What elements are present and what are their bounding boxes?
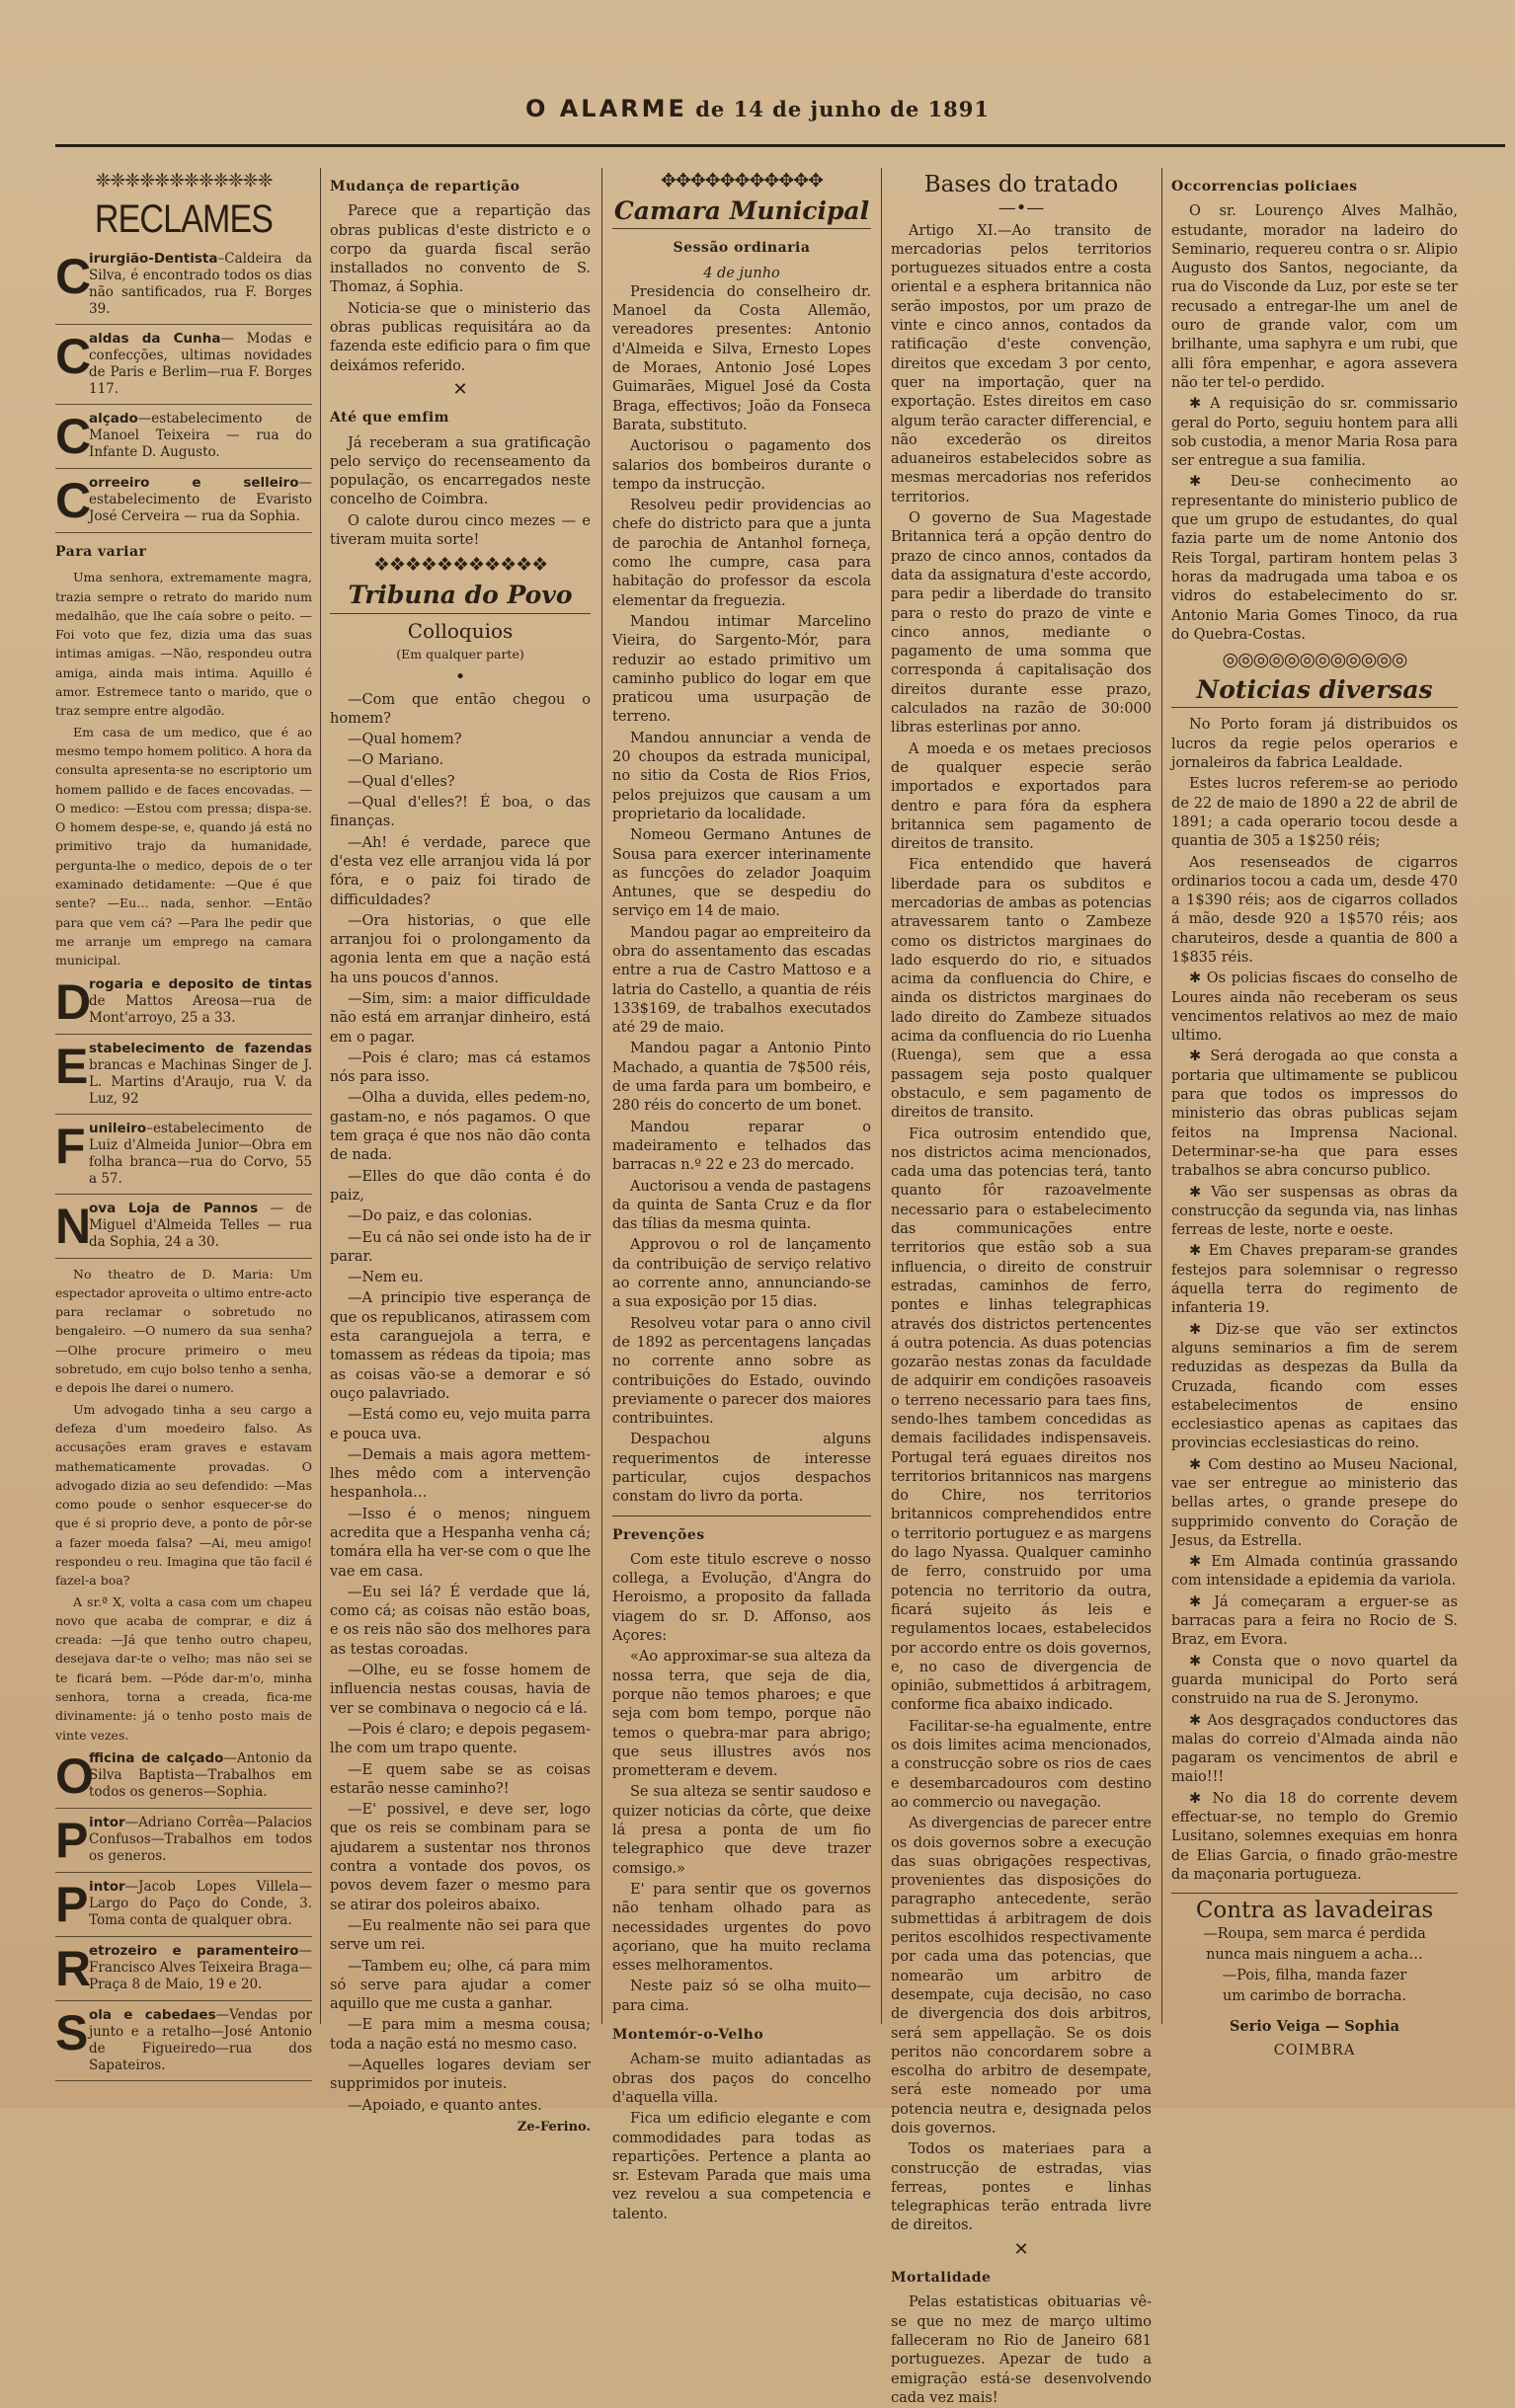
news-item: Estes lucros referem-se ao periodo de 22 de maio de 1890 a 22 de abril de 1891; a cada operario tocou desde a quantia de 305 a 1$250 réis; <box>1171 776 1458 850</box>
reclame-ad <box>55 475 312 533</box>
section-heading: Prevenções <box>612 1526 705 1543</box>
reclame-ad <box>55 973 312 1035</box>
drop-cap: P <box>55 1876 89 1932</box>
ad-line: —Pois, filha, manda fazer <box>1222 1968 1407 1984</box>
ad-name: intor <box>89 1878 125 1895</box>
drop-cap: S <box>55 2004 89 2060</box>
ad-name: intor <box>89 1814 125 1830</box>
news-item: ✱ Os policias fiscaes do conselho de Loures ainda não receberam os seus vencimentos relativos ao mez de maio ultimo. <box>1171 971 1458 1045</box>
paragraph: Mandou annunciar a venda de 20 choupos da estrada municipal, no sitio da Costa de Rios Frios, pelos prejuizos que causam a um proprietario da localidade. <box>612 730 871 822</box>
ad-text <box>89 1943 312 1993</box>
ad-detail: –estabelecimento de Luiz d'Almeida Junior—Obra em folha branca—rua do Corvo, 55 a 57. <box>89 1120 312 1187</box>
news-item: ✱ Consta que o novo quartel da guarda municipal do Porto será construido na rua de S. Jeronymo. <box>1171 1653 1458 1708</box>
reclame-ad <box>55 1750 312 1809</box>
paragraph: O governo de Sua Magestade Britannica terá a opção dentro do prazo de cinco annos, contados da data da assignatura d'este accordo, para pedir a liberdade do transito para o resto do prazo de vinte e cinco annos, mediante o pagamento de uma somma que corresponda á capitalisação dos direitos durante esse prazo, calculados na razão de 30:000 libras esterlinas por anno. <box>891 510 1152 737</box>
paragraph: ✱ A requisição do sr. commissario geral do Porto, seguiu hontem para alli sob custodia, a menor Maria Rosa para ser entregue a sua familia. <box>1171 396 1458 470</box>
column-four <box>891 168 1152 2406</box>
drop-cap: F <box>55 1118 86 1174</box>
ad-name: alçado <box>89 411 138 427</box>
column-reclames <box>55 168 313 2073</box>
dialog-line: —Elles do que dão conta é do paiz, <box>330 1168 591 1204</box>
ad-text <box>89 1201 312 1251</box>
section-heading: Occorrencias policiaes <box>1171 179 1358 194</box>
dialog-line: —Olha a duvida, elles pedem-no, gastam-no, e nós pagamos. O que tem graça é que nos não dão conta de nada. <box>330 1090 591 1164</box>
ornament: ❈❈❈❈❈❈❈❈❈❈❈❈ <box>95 170 273 192</box>
paragraph: Approvou o rol de lançamento da contribuição de serviço relativo ao corrente anno, annunciando-se a sua exposição por 15 dias. <box>612 1237 871 1311</box>
divider <box>612 228 871 229</box>
ad-name: aldas da Cunha <box>89 331 221 347</box>
section-heading: Mortalidade <box>891 2270 992 2287</box>
section-heading: Mudança de repartição <box>330 179 520 194</box>
paragraph: Facilitar-se-ha egualmente, entre os dois limites acima mencionados, a construcção sobre os rios de caes e desembarcadouros com destino ao commercio ou navegação. <box>891 1718 1152 1811</box>
dialog-line: —Tambem eu; olhe, cá para mim só serve para ajudar a comer aquillo que me custa a ganhar. <box>330 1958 591 2013</box>
dialog-line: —Qual homem? <box>348 732 462 748</box>
separator-cross: ✕ <box>1013 2238 1029 2260</box>
ad-detail: –Caldeira da Silva, é encontrado todos os dias não santificados, rua F. Borges 39. <box>89 251 312 317</box>
dialog-line: —Demais a mais agora mettem-lhes mêdo com a intervenção hespanhola… <box>330 1446 591 1502</box>
column-five <box>1171 168 1458 2059</box>
dialog-line: —E para mim a mesma cousa; toda a nação está no mesmo caso. <box>330 2017 591 2053</box>
paragraph: Parece que a repartição das obras publicas d'este districto e o corpo da guarda fiscal serão installados no convento de S. Thomaz, á Sophia. <box>330 203 591 296</box>
paragraph: Auctorisou a venda de pastagens da quinta de Santa Cruz e da flor das tílias da mesma quinta. <box>612 1178 871 1233</box>
ad-detail: — estabelecimento de Evaristo José Cerveira — rua da Sophia. <box>89 475 312 524</box>
ad-line: um carimbo de borracha. <box>1222 1988 1407 2005</box>
divider <box>1171 1893 1458 1894</box>
dialog-line: —Qual d'elles?! É boa, o das finanças. <box>330 795 591 830</box>
dialog-line: —Qual d'elles? <box>348 773 455 790</box>
ad-text <box>89 475 312 525</box>
divider <box>1171 707 1458 708</box>
column-divider <box>881 168 882 2024</box>
drop-cap: N <box>55 1198 92 1254</box>
session-date: 4 de junho <box>703 265 780 281</box>
column-three <box>612 168 871 2222</box>
news-item: ✱ Aos desgraçados conductores das malas do correio d'Almada ainda não pagaram os vencimentos de abril e maio!!! <box>1171 1712 1458 1786</box>
paragraph: Neste paiz só se olha muito—para cima. <box>612 1979 871 2014</box>
news-item: ✱ Já começaram a erguer-se as barracas para a feira no Rocio de S. Braz, em Evora. <box>1171 1593 1458 1649</box>
anecdote: Em casa de um medico, que é ao mesmo tempo homem politico. A hora da consulta apresenta-se no escriptorio um homem pallido e de faces encovadas. —O medico: —Estou com pressa; dispa-se. O homem despe-se, e, quando já está no primitivo trajo da humanidade, pergunta-lhe o medico, depois de o ter examinado detidamente: —Que é que sente? —Eu… nada, senhor. —Então para que vem cá? —Para lhe pedir que me arranje um emprego na camara municipal. <box>55 724 312 969</box>
reclame-ad <box>55 411 312 469</box>
ad-text <box>89 1750 312 1801</box>
paragraph: ✱ Deu-se conhecimento ao representante do ministerio publico de que um grupo de estudantes, do qual fazia parte um de nome Antonio dos Reis Torgal, partiram hontem pelas 3 horas da madrugada uma taboa e os vidros do estabelecimento do sr. Antonio Maria Gomes Tinoco, da rua do Quebra-Costas. <box>1171 474 1458 643</box>
anecdote: A sr.ª X, volta a casa com um chapeu novo que acaba de comprar, e diz á creada: —Já que tenho outro chapeu, desejava dar-te o velho; mas não sei se te ficará bem. —Póde dar-m'o, minha senhora, torna a creada, fica-me divinamente: já o tenho posto mais de vinte vezes. <box>55 1593 312 1743</box>
anecdote: Uma senhora, extremamente magra, trazia sempre o retrato do marido num medalhão, que lhe caía sobre o peito. —Foi voto que fez, dizia uma das suas intimas amigas. —Não, respondeu outra amiga, ainda mais intima. Aquillo é amor. Estremece tanto o marido, que o traz sempre entre algodão. <box>55 570 312 719</box>
ad-detail: —Antonio da Silva Baptista—Trabalhos em todos os generos—Sophia. <box>89 1749 312 1800</box>
paragraph: Resolveu pedir providencias ao chefe do districto para que a junta de parochia de Antanhol forneça, como lhe cumpre, casa para habitação do professor da escola elementar da freguezia. <box>612 498 871 609</box>
reclame-ad <box>55 1876 312 1937</box>
reclame-ad <box>55 251 312 325</box>
dialog-line: —Pois é claro; mas cá estamos nós para isso. <box>330 1049 591 1086</box>
ad-text <box>89 251 312 318</box>
ad-detail: —Vendas por junto e a retalho—José Antonio de Figueiredo—rua dos Sapateiros. <box>89 2006 313 2073</box>
reclame-ad <box>55 1118 312 1195</box>
ornament: ◎◎◎◎◎◎◎◎◎◎◎◎ <box>1222 649 1407 671</box>
news-item: ✱ Será derogada ao que consta a portaria que ultimamente se publicou para que todos os impressos do ministerio das obras publicas sejam feitos na Imprensa Nacional. Determinar-se-ha que para esses trabalhos se abra concurso publico. <box>1171 1049 1458 1180</box>
paragraph: Auctorisou o pagamento dos salarios dos bombeiros durante o tempo da instrucção. <box>612 438 871 493</box>
paragraph: Fica outrosim entendido que, nos districtos acima mencionados, cada uma das potencias terá, tanto quanto fôr razoavelmente necessario para o estabelecimento das communicações entre territorios que estão sob a sua influencia, o direito de construir estradas, caminhos de ferro, pontes e linhas telegraphicas através dos districtos pertencentes á outra potencia. As duas potencias gozarão nestas zonas da faculdade de adquirir em condições rasoaveis o terreno necessario para taes fins, sendo-lhes tambem concedidas as demais facilidades indispensaveis. Portugal terá eguaes direitos nos territorios britannicos nas margens do Chire, nos territorios britannicos comprehendidos entre o territorio portuguez e as margens do lago Nyassa. Qualquer caminho de ferro, construido por uma potencia no territorio da outra, ficará sujeito ás leis e regulamentos locaes, estabelecidos por accordo entre os dois governos, e, no caso de divergencia de opinião, submettidos á arbitragem, conforme fica abaixo indicado. <box>891 1126 1152 1714</box>
ad-text <box>89 411 312 461</box>
ad-name: rogaria e deposito de tintas <box>89 975 312 992</box>
news-item: ✱ Em Chaves preparam-se grandes festejos para solemnisar o regresso áquella terra do regimento de infanteria 19. <box>1171 1243 1458 1317</box>
reclame-ad <box>55 1198 312 1259</box>
section-title: Bases do tratado <box>923 172 1119 197</box>
drop-cap: O <box>55 1748 94 1804</box>
dialog-line: —Eu realmente não sei para que serve um rei. <box>330 1917 591 1954</box>
paragraph: Pelas estatisticas obituarias vê-se que no mez de março ultimo falleceram no Rio de Janeiro 681 portuguezes. Apezar de tudo a emigração está-se desenvolvendo cada vez mais! <box>891 2294 1152 2406</box>
paragraph: E' para sentir que os governos não tenham olhado para as necessidades urgentes do povo açoriano, que ha muito reclama esses melhoramentos. <box>612 1881 871 1975</box>
separator-dot: • <box>454 666 466 688</box>
ad-detail: brancas e Machinas Singer de J. L. Martins d'Araujo, rua V. da Luz, 92 <box>89 1056 312 1107</box>
ad-name: fficina de calçado <box>89 1749 224 1766</box>
section-heading: Até que emfim <box>330 410 449 427</box>
subtitle-note: (Em qualquer parte) <box>396 646 524 661</box>
ad-text <box>89 1121 312 1188</box>
anecdote: Um advogado tinha a seu cargo a defeza d'um moedeiro falso. As accusações eram graves e estavam mathematicamente provadas. O advogado dizia ao seu defendido: —Mas como poude o senhor esquecer-se do que é si proprio deve, a ponto de pôr-se a fazer moeda falsa? —Ai, meu amigo! respondeu o reu. Imagina que tão facil é fazel-a boa? <box>55 1401 312 1589</box>
dialog-line: —Com que então chegou o homem? <box>330 691 591 727</box>
paragraph: Artigo XI.—Ao transito de mercadorias pelos territorios portuguezes situados entre a costa oriental e a esphera britannica não serão impostos, por um prazo de vinte e cinco annos, contados da ratificação d'este convenção, direitos que excedam 3 por cento, quer na importação, quer na exportação. Estes direitos em caso algum terão caracter differencial, e não excederão os direitos aduaneiros estabelecidos sobre as mesmas mercadorias nos referidos territorios. <box>891 222 1152 505</box>
section-heading: Para variar <box>55 544 147 560</box>
ad-text <box>89 976 312 1027</box>
dialog-line: —Ah! é verdade, parece que d'esta vez elle arranjou vida lá por fóra, e o paiz foi tirado de difficuldades? <box>330 834 591 908</box>
section-title: Camara Municipal <box>613 196 870 225</box>
reclame-ad <box>55 2004 313 2081</box>
paragraph: O calote durou cinco mezes — e tiveram muita sorte! <box>330 512 591 549</box>
drop-cap: C <box>55 473 92 528</box>
section-heading: Montemór-o-Velho <box>612 2027 764 2044</box>
ad-text <box>89 1815 312 1865</box>
ad-name: orreeiro e selleiro <box>89 475 299 491</box>
paragraph: Mandou reparar o madeiramento e telhados das barracas n.º 22 e 23 do mercado. <box>612 1119 871 1174</box>
reclame-ad <box>55 1940 312 2001</box>
paragraph: Mandou pagar a Antonio Pinto Machado, a quantia de 7$500 réis, de uma farda para um bombeiro, e 280 réis do concerto de um bonet. <box>612 1041 871 1115</box>
news-item: ✱ Com destino ao Museu Nacional, vae ser entregue ao ministerio das bellas artes, o grande presepe do supprimido convento do Coração de Jesus, da Estrella. <box>1171 1456 1458 1549</box>
dialog-line: —Do paiz, e das colonias. <box>348 1208 532 1225</box>
paragraph: Presidencia do conselheiro dr. Manoel da Costa Allemão, vereadores presentes: Antonio d'Almeida e Silva, Ernesto Lopes de Moraes, Antonio José Lopes Guimarães, Miguel José da Costa Braga, effectivos; João da Fonseca Barata, substituto. <box>612 283 871 433</box>
paragraph: «Ao approximar-se sua alteza da nossa terra, que seja de dia, porque não temos pharoes; e que seja com bom tempo, porque não temos o quebra-mar para abrigo; que seus illustres avós nos prometteram e devem. <box>612 1649 871 1780</box>
ad-title: Contra as lavadeiras <box>1195 1898 1434 1924</box>
ad-detail: —Jacob Lopes Villela—Largo do Paço do Conde, 3. Toma conta de qualquer obra. <box>89 1878 312 1928</box>
dialog-line: —Ora historias, o que elle arranjou foi o prolongamento da agonia lenta em que a nação está ha uns poucos d'annos. <box>330 912 591 986</box>
paragraph: Despachou alguns requerimentos de interesse particular, cujos despachos constam do livro da porta. <box>612 1432 871 1506</box>
drop-cap: D <box>55 973 92 1030</box>
paragraph: Fica entendido que haverá liberdade para os subditos e mercadorias de ambas as potencias atravessarem tanto o Zambeze como os districtos marginaes do lado esquerdo do rio, e situados acima da confluencia do Chire, e ainda os districtos marginaes do lado direito do Zambeze situados acima da confluencia do rio Luenha (Ruenga), sem que a essa passagem seja posto qualquer obstaculo, e sem pagamento de direitos de transito. <box>891 857 1152 1122</box>
ad-text <box>89 331 312 398</box>
news-item: Aos resenseados de cigarros ordinarios tocou a cada um, desde 470 a 1$390 réis; aos de cigarros collados á mão, desde 920 a 1$570 réis; aos charuteiros, desde a quantia de 800 a 1$835 réis. <box>1171 854 1458 966</box>
news-item: ✱ Vão ser suspensas as obras da construcção da segunda via, nas linhas ferreas de leste, norte e oeste. <box>1171 1184 1458 1239</box>
news-item: ✱ Diz-se que vão ser extinctos alguns seminarios a fim de serem reduzidas as despezas da Bulla da Cruzada, ficando com esses estabelecimentos de ensino ecclesiastico apenas as capitaes das provincias ecclesiasticas do reino. <box>1171 1321 1458 1452</box>
ad-text <box>89 1879 312 1929</box>
paragraph: Nomeou Germano Antunes de Sousa para exercer interinamente as funcções do zelador Joaquim Antunes, que se despediu do serviço em 14 de maio. <box>612 827 871 920</box>
ad-text <box>89 1041 312 1108</box>
ad-signature: Serio Veiga — Sophia <box>1229 2017 1400 2035</box>
divider <box>612 1515 871 1516</box>
ad-name: ola e cabedaes <box>89 2006 216 2023</box>
column-two <box>330 168 591 2135</box>
separator-cross: ✕ <box>452 378 468 400</box>
masthead <box>0 95 1515 122</box>
ad-detail: de Mattos Areosa—rua de Mont'arroyo, 25 a 33. <box>89 992 312 1026</box>
ad-text <box>89 2007 312 2074</box>
paragraph: Noticia-se que o ministerio das obras publicas requisitára ao da fazenda este edificio para o fim que deixámos referido. <box>330 300 591 374</box>
dialog-line: —A principio tive esperança de que os republicanos, atirassem com esta caranguejola a terra, e tomassem as rédeas da tipoia; mas as coisas vão-se a demorar e só ouço palavriado. <box>330 1290 591 1402</box>
ad-name: unileiro <box>89 1120 147 1136</box>
ad-line: —Roupa, sem marca é perdida <box>1203 1925 1426 1942</box>
subtitle: Colloquios <box>407 618 514 643</box>
dialog-line: —O Mariano. <box>348 752 444 769</box>
reclame-ad <box>55 1812 312 1873</box>
reclame-ad <box>55 1038 312 1115</box>
dialog-line: —Olhe, eu se fosse homem de influencia nestas cousas, havia de ver se combinava o negocio cá e lá. <box>330 1663 591 1717</box>
paragraph: Acham-se muito adiantadas as obras dos paços do concelho d'aquella villa. <box>612 2052 871 2106</box>
drop-cap: C <box>55 409 92 464</box>
issue-date: de 14 de junho de 1891 <box>695 97 991 121</box>
ad-name: ova Loja de Pannos <box>89 1200 259 1216</box>
paragraph: Todos os materiaes para a construcção de estradas, vias ferreas, pontes e linhas telegraphicas terão entrada livre de direitos. <box>891 2141 1152 2234</box>
dialog-line: —Está como eu, vejo muita parra e pouca uva. <box>330 1407 591 1442</box>
dialog-line: —Pois é claro; e depois pegasem-lhe com um trapo quente. <box>330 1721 591 1757</box>
column-divider <box>1161 168 1162 2024</box>
dialog-line: —E quem sabe se as coisas estarão nesse caminho?! <box>330 1761 591 1797</box>
ornament: ❖❖❖❖❖❖❖❖❖❖❖ <box>372 554 548 577</box>
drop-cap: C <box>55 329 92 384</box>
paragraph: Com este titulo escreve o nosso collega, a Evolução, d'Angra do Heroismo, a proposito da fallada viagem do sr. D. Affonso, aos Açores: <box>612 1551 871 1645</box>
paragraph: Mandou pagar ao empreiteiro da obra do assentamento das escadas entre a rua de Castro Mattoso e a latria do Castello, a quantia de réis 133$169, de trabalhos executados até 29 de maio. <box>612 924 871 1037</box>
paragraph: Fica um edificio elegante e com commodidades para todas as repartições. Pertence a planta ao sr. Estevam Parada que mais uma vez revelou a sua competencia e talento. <box>612 2111 871 2222</box>
paragraph: As divergencias de parecer entre os dois governos sobre a execução das suas obrigações respectivas, provenientes das disposições do paragrapho antecedente, serão submettidas á arbitragem de dois peritos escolhidos respectivamente por cada uma das potencias, que nomearão um arbitro de desempate, cuja decisão, no caso de divergencia dos dois arbitros, será sem appellação. Se os dois peritos não concordarem sobre a escolha do arbitro de desempate, será este nomeado por uma potencia neutra e, designada pelos dois governos. <box>891 1816 1152 2136</box>
separator-dot: —•— <box>997 197 1045 219</box>
ad-detail: —estabelecimento de Manoel Teixeira — rua do Infante D. Augusto. <box>89 411 312 460</box>
divider <box>330 613 591 614</box>
drop-cap: C <box>55 249 92 304</box>
drop-cap: E <box>55 1038 89 1094</box>
section-title: Noticias diversas <box>1196 675 1433 705</box>
ad-name: etrozeiro e paramenteiro <box>89 1942 299 1959</box>
ornament: ✥✥✥✥✥✥✥✥✥✥✥ <box>660 170 824 192</box>
news-item: ✱ No dia 18 do corrente devem effectuar-se, no templo do Gremio Lusitano, solemnes exequias em honra de Elias Garcia, o finado grão-mestre da maçonaria portugueza. <box>1171 1790 1458 1883</box>
masthead-rule <box>55 144 1505 147</box>
news-item: No Porto foram já distribuidos os lucros da regie pelos operarios e jornaleiros da fabrica Lealdade. <box>1171 717 1458 772</box>
dialog-line: —Eu sei lá? É verdade que lá, como cá; as coisas não estão boas, e os reis não são dos melhores para as testas coroadas. <box>330 1584 591 1658</box>
section-heading: Sessão ordinaria <box>673 240 811 257</box>
ad-city: COIMBRA <box>1273 2043 1356 2059</box>
paragraph: Mandou intimar Marcelino Vieira, do Sargento-Mór, para reduzir ao estado primitivo um caminho publico do logar em que praticou uma usurpação de terreno. <box>612 613 871 726</box>
dialog-line: —Sim, sim: a maior difficuldade não está em arranjar dinheiro, está em o pagar. <box>330 990 591 1046</box>
news-item: ✱ Em Almada continúa grassando com intensidade a epidemia da variola. <box>1171 1554 1458 1590</box>
dialog-line: —Nem eu. <box>348 1270 424 1286</box>
ad-line: nunca mais ninguem a acha… <box>1206 1946 1423 1963</box>
column-divider <box>320 168 321 2024</box>
paragraph: Resolveu votar para o anno civil de 1892 as percentagens lançadas no corrente anno sobre as contribuições do Estado, ouvindo previamente o parecer dos maiores contribuintes. <box>612 1315 871 1428</box>
drop-cap: R <box>55 1940 92 1996</box>
paragraph: Se sua alteza se sentir saudoso e quizer noticias da côrte, que deixe lá presa a ponta de um fio telegraphico que deve trazer comsigo.» <box>612 1784 871 1877</box>
anecdote: No theatro de D. Maria: Um espectador aproveita o ultimo entre-acto para reclamar o sobretudo no bengaleiro. —O numero da sua senha? —Olhe procure primeiro o meu sobretudo, em cujo bolso tenho a senha, e depois lhe darei o numero. <box>55 1266 312 1396</box>
ad-detail: — de Miguel d'Almeida Telles — rua da Sophia, 24 a 30. <box>89 1200 312 1250</box>
ad-detail: — Modas e confecções, ultimas novidades de Paris e Berlim—rua F. Borges 117. <box>89 331 312 397</box>
ad-detail: —Francisco Alves Teixeira Braga—Praça 8 de Maio, 19 e 20. <box>89 1942 312 1992</box>
dialog-line: —Apoiado, e quanto antes. <box>348 2097 542 2114</box>
section-title: RECLAMES <box>94 197 274 241</box>
paragraph: Já receberam a sua gratificação pelo serviço do recenseamento da população, os encarregados neste concelho de Coimbra. <box>330 434 591 508</box>
column-divider <box>601 168 602 2024</box>
ad-name: irurgião-Dentista <box>89 251 218 267</box>
paragraph: O sr. Lourenço Alves Malhão, estudante, morador na ladeiro do Seminario, requereu contra o sr. Alipio Augusto dos Santos, negociante, da rua do Visconde da Luz, por este se ter recusado a entregar-lhe um anel de ouro de grande valor, com um brilhante, uma saphyra e um rubi, que alli fôra empenhar, e agora assevera não ter tel-o perdido. <box>1171 203 1458 391</box>
drop-cap: P <box>55 1812 89 1868</box>
dialog-line: —Aquelles logares deviam ser supprimidos por inuteis. <box>330 2058 591 2093</box>
ad-detail: —Adriano Corrêa—Palacios Confusos—Trabalhos em todos os generos. <box>89 1814 312 1864</box>
dialog-line: —E' possivel, e deve ser, logo que os reis se combinam para se ajudarem a sustentar nos thronos contra a vontade dos povos, os povos devem fazer o mesmo para se atirar dos poleiros abaixo. <box>330 1802 591 1913</box>
newspaper-title: O ALARME <box>524 95 687 122</box>
section-title: Tribuna do Povo <box>348 581 573 610</box>
signature: Ze-Ferino. <box>517 2119 591 2135</box>
dialog-line: —Isso é o menos; ninguem acredita que a Hespanha venha cá; tomára ella ha ver-se com o que lhe vae em casa. <box>330 1506 591 1580</box>
reclame-ad <box>55 331 312 405</box>
dialog-line: —Eu cá não sei onde isto ha de ir parar. <box>330 1229 591 1265</box>
ad-name: stabelecimento de fazendas <box>89 1040 312 1056</box>
paragraph: A moeda e os metaes preciosos de qualquer especie serão importados e exportados para dentro e para fóra da esphera britannica sem pagamento de direitos de transito. <box>891 740 1152 853</box>
